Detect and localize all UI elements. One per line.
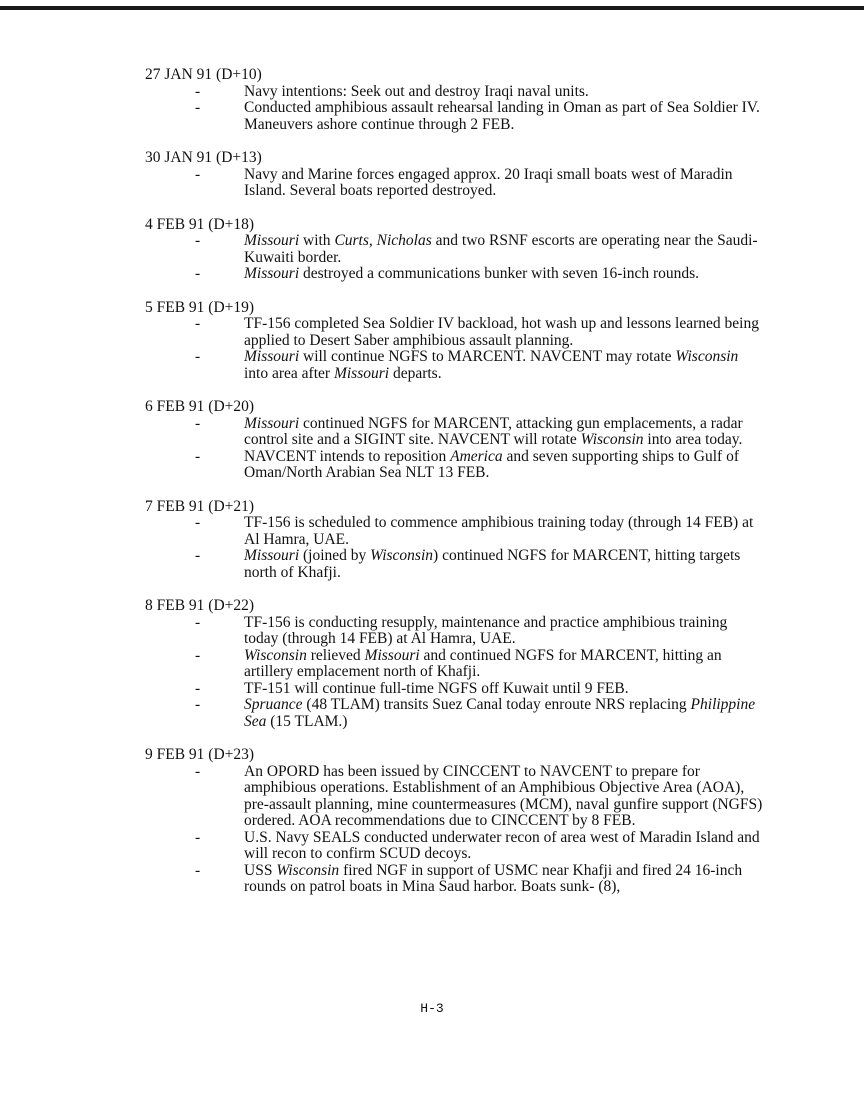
entry-item: [145, 697, 765, 730]
item-text: TF-156 is conducting resupply, maintenance and practice amphibious training today (through 14 FEB) at Al Hamra, UAE.: [244, 613, 728, 647]
entry: [145, 150, 765, 200]
bullet-dash: -: [195, 348, 201, 365]
entry: [145, 217, 765, 283]
entry-item: [145, 648, 765, 681]
bullet-dash: -: [195, 447, 201, 465]
bullet-dash: -: [195, 547, 201, 564]
entry-item: [145, 449, 765, 482]
entry-item: [145, 349, 765, 382]
item-text: Missouri with Curts, Nicholas and two RSNF escorts are operating near the Saudi-Kuwaiti border.: [244, 232, 758, 266]
entry: [145, 67, 765, 133]
bullet-dash: -: [195, 861, 201, 879]
item-text: U.S. Navy SEALS conducted underwater recon of area west of Maradin Island and will recon to confirm SCUD decoys.: [244, 828, 760, 862]
entry-date: 9 FEB 91 (D+23): [145, 746, 255, 763]
entry-item: [145, 316, 765, 349]
entry-date: 6 FEB 91 (D+20): [145, 398, 255, 415]
item-text: Missouri destroyed a communications bunker with seven 16-inch rounds.: [244, 265, 700, 282]
entry-item: [145, 100, 765, 133]
entry-item: [145, 681, 765, 698]
item-text: Navy and Marine forces engaged approx. 20 Iraqi small boats west of Maradin Island. Several boats reported destroyed.: [244, 165, 733, 199]
bullet-dash: -: [195, 265, 201, 282]
entry-item: [145, 266, 765, 283]
bullet-dash: -: [195, 165, 201, 183]
item-text: TF-151 will continue full-time NGFS off Kuwait until 9 FEB.: [244, 679, 629, 697]
item-text: Spruance (48 TLAM) transits Suez Canal today enroute NRS replacing Philippine Sea (15 TLAM.): [244, 696, 756, 730]
entry-item: [145, 416, 765, 449]
bullet-dash: -: [195, 613, 201, 631]
page-number: H-3: [420, 1001, 444, 1016]
entry-item: [145, 863, 765, 896]
entry-item: [145, 615, 765, 648]
chronology-content: [145, 67, 765, 913]
bullet-dash: -: [195, 315, 201, 332]
entry-date: 27 JAN 91 (D+10): [145, 66, 262, 83]
bullet-dash: -: [195, 828, 201, 846]
item-text: NAVCENT intends to reposition America and seven supporting ships to Gulf of Oman/North Arabian Sea NLT 13 FEB.: [244, 447, 739, 481]
entry: [145, 499, 765, 582]
entry-date: 7 FEB 91 (D+21): [145, 497, 255, 515]
bullet-dash: -: [195, 514, 201, 531]
entry-date: 8 FEB 91 (D+22): [145, 597, 255, 614]
item-text: TF-156 is scheduled to commence amphibious training today (through 14 FEB) at Al Hamra, UAE.: [244, 514, 754, 548]
item-text: Missouri continued NGFS for MARCENT, attacking gun emplacements, a radar control site and a SIGINT site. NAVCENT will rotate Wisconsin into area today.: [244, 414, 743, 448]
entry-date: 5 FEB 91 (D+19): [145, 298, 255, 316]
bullet-dash: -: [195, 646, 201, 664]
entry-item: [145, 764, 765, 830]
entry: [145, 399, 765, 482]
bullet-dash: -: [195, 414, 201, 432]
entry: [145, 300, 765, 383]
entry-item: [145, 233, 765, 266]
entry-item: [145, 515, 765, 548]
bullet-dash: -: [195, 82, 201, 100]
bullet-dash: -: [195, 679, 201, 697]
bullet-dash: -: [195, 762, 201, 780]
entry: [145, 747, 765, 896]
item-text: TF-156 completed Sea Soldier IV backload, hot wash up and lessons learned being applied to Desert Saber amphibious assault planning.: [244, 315, 759, 349]
entry-date: 4 FEB 91 (D+18): [145, 215, 255, 233]
item-text: Missouri will continue NGFS to MARCENT. NAVCENT may rotate Wisconsin into area after Missouri departs.: [244, 348, 739, 382]
top-rule: [0, 6, 864, 10]
entry-item: [145, 830, 765, 863]
bullet-dash: -: [195, 696, 201, 713]
item-text: Wisconsin relieved Missouri and continued NGFS for MARCENT, hitting an artillery emplacement north of Khafji.: [244, 646, 722, 680]
bullet-dash: -: [195, 232, 201, 249]
item-text: Navy intentions: Seek out and destroy Iraqi naval units.: [244, 82, 589, 100]
entry-item: [145, 548, 765, 581]
entry: [145, 598, 765, 730]
item-text: An OPORD has been issued by CINCCENT to NAVCENT to prepare for amphibious operations. Establishment of an Amphibious Objective Area (AOA), pre-assault planning, mine countermeasures (MCM), naval gunfire support (NGFS) ordered. AOA recommendations due to CINCCENT by 8 FEB.: [244, 762, 763, 829]
entry-item: [145, 84, 765, 101]
bullet-dash: -: [195, 99, 201, 116]
item-text: USS Wisconsin fired NGF in support of USMC near Khafji and fired 24 16-inch rounds on patrol boats in Mina Saud harbor. Boats sunk- (8),: [244, 861, 743, 895]
entry-date: 30 JAN 91 (D+13): [145, 149, 262, 166]
item-text: Conducted amphibious assault rehearsal landing in Oman as part of Sea Soldier IV. Maneuvers ashore continue through 2 FEB.: [244, 99, 760, 133]
item-text: Missouri (joined by Wisconsin) continued NGFS for MARCENT, hitting targets north of Khafji.: [244, 547, 741, 581]
entry-item: [145, 167, 765, 200]
